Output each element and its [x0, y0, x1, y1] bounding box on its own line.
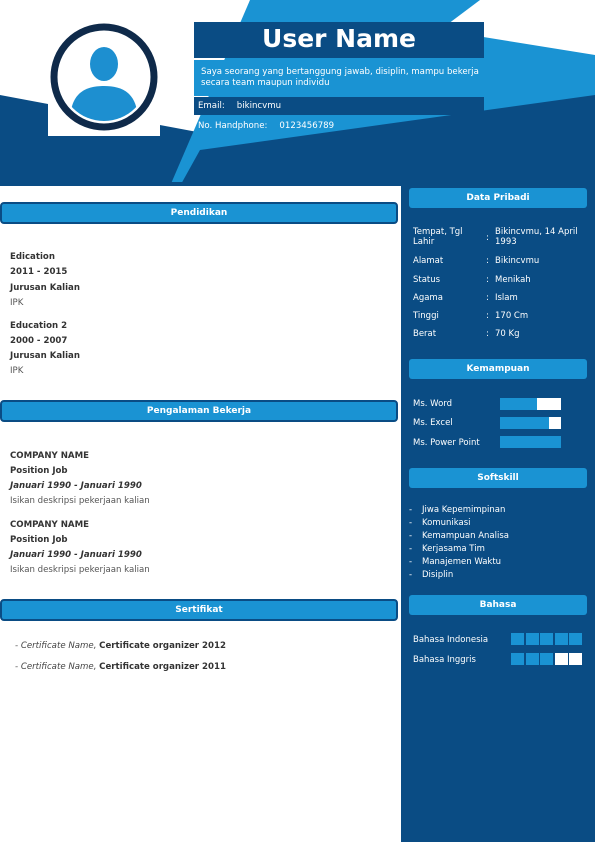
school-years: 2000 - 2007 — [10, 336, 68, 346]
school-gpa: IPK — [10, 298, 24, 308]
section-header-data-pribadi: Data Pribadi — [409, 188, 587, 208]
skill-name: Ms. Excel — [413, 418, 453, 428]
phone-label: No. Handphone: — [198, 121, 268, 131]
info-row-birth — [413, 227, 588, 249]
language-level-box — [555, 653, 568, 665]
info-value: Islam — [495, 293, 518, 303]
list-item: - Jiwa Kepemimpinan — [409, 505, 506, 515]
list-item: - Kemampuan Analisa — [409, 531, 510, 541]
info-colon: : — [486, 293, 489, 303]
skill-bar — [500, 398, 561, 410]
skill-bar — [500, 436, 561, 448]
school-years: 2011 - 2015 — [10, 267, 68, 277]
info-label: Berat — [413, 329, 437, 339]
section-header-softskill: Softskill — [409, 468, 587, 488]
certificate-name: - Certificate Name, — [15, 641, 97, 651]
school-name: Edication — [10, 252, 55, 262]
info-value: Bikincvmu — [495, 256, 540, 266]
info-label: Status — [413, 275, 441, 285]
language-level-box — [569, 653, 582, 665]
language-level-box — [555, 633, 568, 645]
skill-bar — [500, 417, 561, 429]
job-description: Isikan deskripsi pekerjaan kalian — [10, 496, 150, 506]
name-title: User Name — [194, 22, 484, 58]
skill-bar-fill — [500, 436, 561, 448]
email-label: Email: — [198, 101, 225, 111]
info-label: Tempat, Tgl Lahir — [413, 227, 463, 247]
info-label: Tinggi — [413, 311, 439, 321]
section-header-pendidikan: Pendidikan — [0, 202, 398, 224]
info-value: 170 Cm — [495, 311, 529, 321]
info-value: 70 Kg — [495, 329, 520, 339]
skill-name: Ms. Word — [413, 399, 453, 409]
section-header-bahasa: Bahasa — [409, 595, 587, 615]
list-item: - Manajemen Waktu — [409, 557, 502, 567]
job-period: Januari 1990 - Januari 1990 — [10, 481, 142, 491]
school-name: Education 2 — [10, 321, 68, 331]
language-level-box — [569, 633, 582, 645]
certificate-item — [15, 641, 226, 652]
certificate-name: - Certificate Name, — [15, 662, 97, 672]
info-colon: : — [486, 311, 489, 321]
company-name: COMPANY NAME — [10, 451, 89, 461]
job-position: Position Job — [10, 535, 68, 545]
profile-summary: Saya seorang yang bertanggung jawab, disiplin, mampu bekerja secara team maupun individu — [194, 60, 484, 96]
job-description: Isikan deskripsi pekerjaan kalian — [10, 565, 150, 575]
email-row — [194, 97, 484, 115]
certificate-organizer: Certificate organizer 2012 — [99, 641, 226, 651]
experience-item — [10, 451, 150, 507]
info-colon: : — [486, 256, 489, 266]
phone-row — [194, 117, 404, 135]
section-header-kemampuan: Kemampuan — [409, 359, 587, 379]
certificate-organizer: Certificate organizer 2011 — [99, 662, 226, 672]
skill-bar-fill — [500, 398, 537, 410]
list-item: - Komunikasi — [409, 518, 471, 528]
avatar — [48, 22, 160, 136]
language-level-box — [511, 653, 524, 665]
skill-bar-fill — [500, 417, 549, 429]
certificate-item — [15, 662, 226, 673]
language-level-box — [511, 633, 524, 645]
email-value[interactable]: bikincvmu — [236, 101, 282, 111]
language-level-box — [526, 653, 539, 665]
info-label: Agama — [413, 293, 443, 303]
skill-name: Ms. Power Point — [413, 438, 480, 448]
avatar-icon — [48, 22, 160, 136]
school-major: Jurusan Kalian — [10, 351, 80, 361]
education-item — [10, 252, 80, 309]
company-name: COMPANY NAME — [10, 520, 89, 530]
info-value: Bikincvmu, 14 April 1993 — [495, 227, 578, 247]
info-colon: : — [486, 233, 489, 243]
language-name: Bahasa Inggris — [413, 655, 476, 665]
job-position: Position Job — [10, 466, 68, 476]
school-gpa: IPK — [10, 366, 24, 376]
section-header-sertifikat: Sertifikat — [0, 599, 398, 621]
info-value: Menikah — [495, 275, 531, 285]
language-level — [511, 633, 583, 645]
school-major: Jurusan Kalian — [10, 283, 80, 293]
education-item — [10, 321, 80, 377]
job-period: Januari 1990 - Januari 1990 — [10, 550, 142, 560]
info-colon: : — [486, 275, 489, 285]
info-colon: : — [486, 329, 489, 339]
language-level — [511, 653, 583, 665]
language-level-box — [540, 633, 553, 645]
language-level-box — [526, 633, 539, 645]
info-label: Alamat — [413, 256, 444, 266]
list-item: - Disiplin — [409, 570, 454, 580]
phone-value[interactable]: 0123456789 — [279, 121, 335, 131]
language-level-box — [540, 653, 553, 665]
softskill-list — [409, 504, 509, 582]
list-item: - Kerjasama Tim — [409, 544, 485, 554]
language-name: Bahasa Indonesia — [413, 635, 489, 645]
section-header-pengalaman: Pengalaman Bekerja — [0, 400, 398, 422]
experience-item — [10, 520, 150, 576]
